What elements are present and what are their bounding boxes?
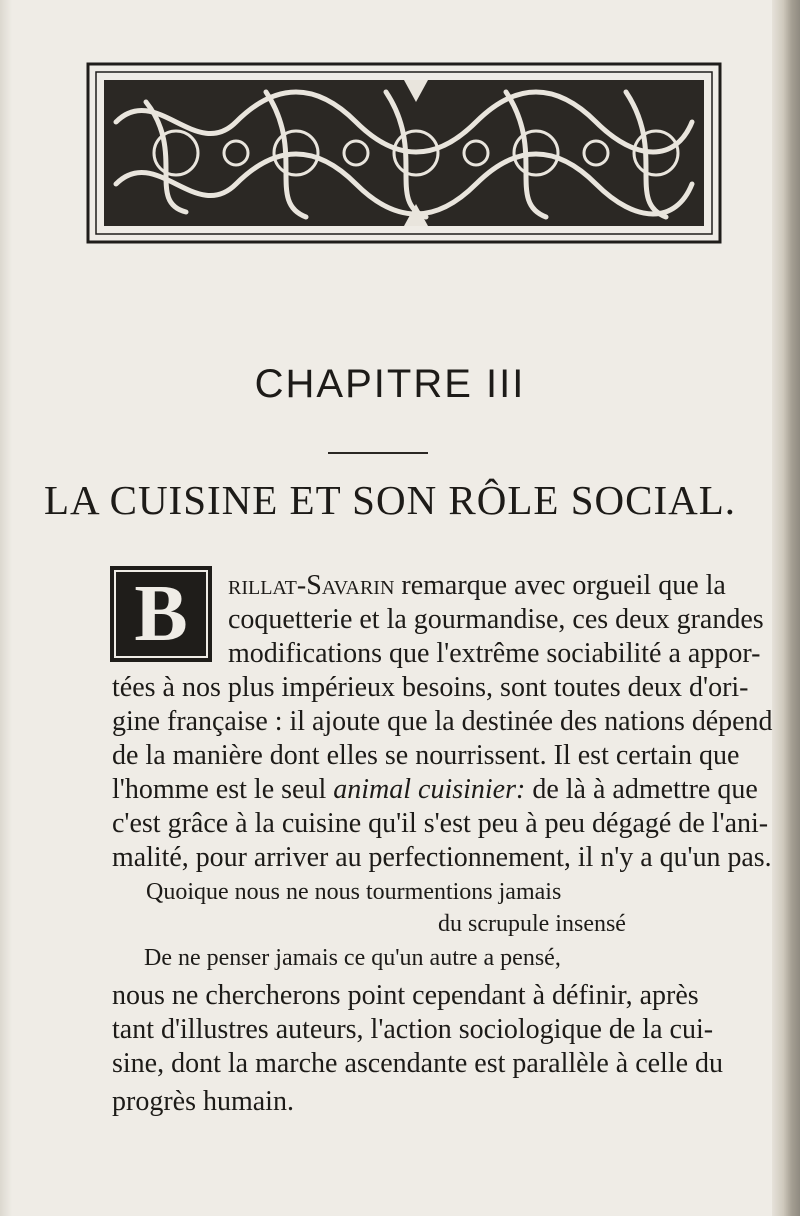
italic-phrase: animal cuisinier: xyxy=(333,774,526,805)
text-line: tées à nos plus impérieux besoins, sont toutes deux d'ori- xyxy=(112,672,749,703)
text-line: malité, pour arriver au perfectionnement, il n'y a qu'un pas. xyxy=(112,842,772,873)
text-line: modifications que l'extrême sociabilité a appor- xyxy=(228,638,761,669)
text-line: nous ne chercherons point cependant à définir, après xyxy=(112,980,699,1011)
chapter-heading: CHAPITRE III xyxy=(254,362,526,406)
chapter-title: LA CUISINE ET SON RÔLE SOCIAL. xyxy=(43,477,737,523)
text-line: de la manière dont elles se nourrissent. Il est certain que xyxy=(112,740,740,771)
verse-line: De ne penser jamais ce qu'un autre a pensé, xyxy=(144,945,561,971)
text-line: c'est grâce à la cuisine qu'il s'est peu à peu dégagé de l'ani- xyxy=(112,808,769,839)
text-line: l'homme est le seul animal cuisinier: de là à admettre que xyxy=(112,774,758,805)
verse-line: Quoique nous ne nous tourmentions jamais xyxy=(146,879,562,905)
verse-line: du scrupule insensé xyxy=(438,911,626,937)
drop-cap-letter: B xyxy=(134,570,188,658)
text-line: sine, dont la marche ascendante est parallèle à celle du xyxy=(112,1048,724,1079)
text-line: progrès humain. xyxy=(112,1086,294,1117)
text-line: gine française : il ajoute que la destinée des nations dépend xyxy=(112,706,773,737)
text-line: coquetterie et la gourmandise, ces deux grandes xyxy=(228,604,764,635)
text-line: tant d'illustres auteurs, l'action sociologique de la cui- xyxy=(112,1014,714,1045)
text-line: rillat-Savarin remarque avec orgueil que la xyxy=(228,570,726,601)
